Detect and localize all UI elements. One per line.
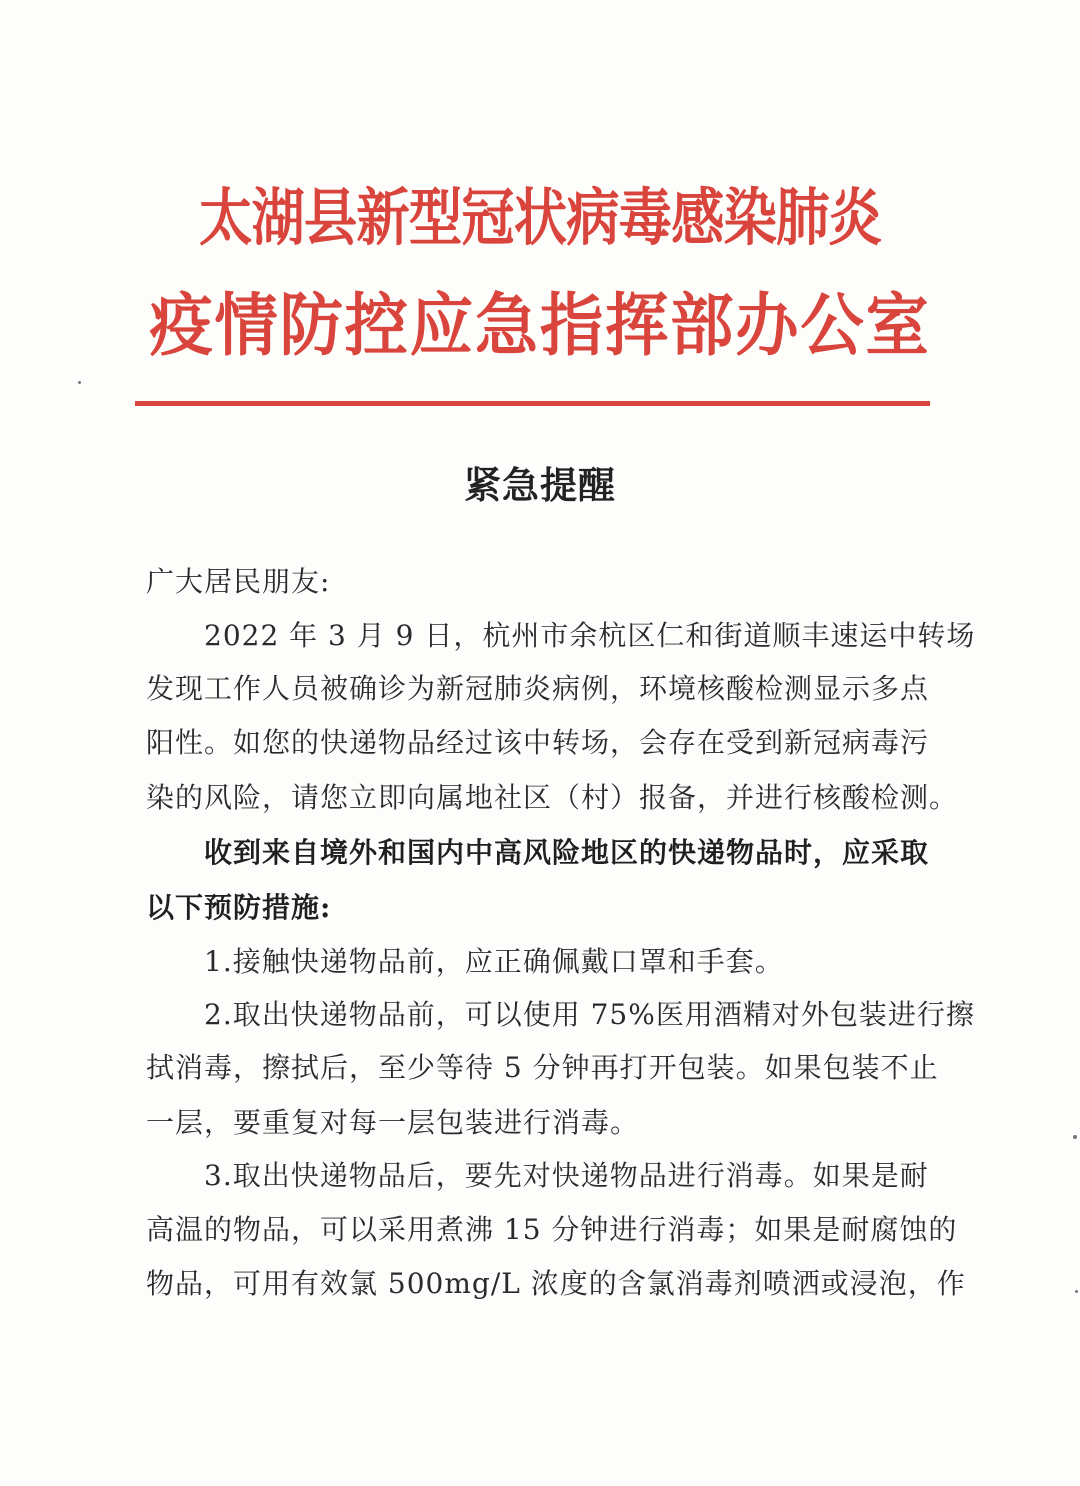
list-item-line: 拭消毒，擦拭后，至少等待 5 分钟再打开包装。如果包装不止 <box>146 1051 939 1084</box>
issuer-name-line2: 疫情防控应急指挥部办公室 <box>149 286 931 366</box>
list-item-line: 高温的物品，可以采用煮沸 15 分钟进行消毒；如果是耐腐蚀的 <box>146 1213 958 1246</box>
list-item-line: 1.接触快递物品前，应正确佩戴口罩和手套。 <box>146 945 784 978</box>
paragraph-line: 发现工作人员被确诊为新冠肺炎病例，环境核酸检测显示多点 <box>146 672 930 705</box>
paragraph-line: 阳性。如您的快递物品经过该中转场，会存在受到新冠病毒污 <box>146 726 930 759</box>
bold-intro-line: 以下预防措施: <box>146 891 332 924</box>
issuer-name-line1: 太湖县新型冠状病毒感染肺炎 <box>198 181 881 254</box>
scan-speck <box>1075 1290 1078 1293</box>
salutation: 广大居民朋友: <box>146 565 331 598</box>
paragraph-line: 2022 年 3 月 9 日，杭州市余杭区仁和街道顺丰速运中转场 <box>146 619 976 652</box>
paragraph-line: 染的风险，请您立即向属地社区（村）报备，并进行核酸检测。 <box>146 781 959 814</box>
list-item-line: 2.取出快递物品前，可以使用 75%医用酒精对外包装进行擦 <box>146 998 975 1031</box>
scan-speck <box>78 381 81 384</box>
list-item-line: 一层，要重复对每一层包装进行消毒。 <box>146 1106 640 1139</box>
list-item-line: 3.取出快递物品后，要先对快递物品进行消毒。如果是耐 <box>146 1159 929 1192</box>
list-item-line: 物品，可用有效氯 500mg/L 浓度的含氯消毒剂喷洒或浸泡，作 <box>146 1267 966 1300</box>
document-title: 紧急提醒 <box>464 463 616 507</box>
scan-speck <box>1073 1135 1077 1139</box>
bold-intro-line: 收到来自境外和国内中高风险地区的快递物品时，应采取 <box>146 836 930 869</box>
red-header-rule <box>135 401 930 406</box>
